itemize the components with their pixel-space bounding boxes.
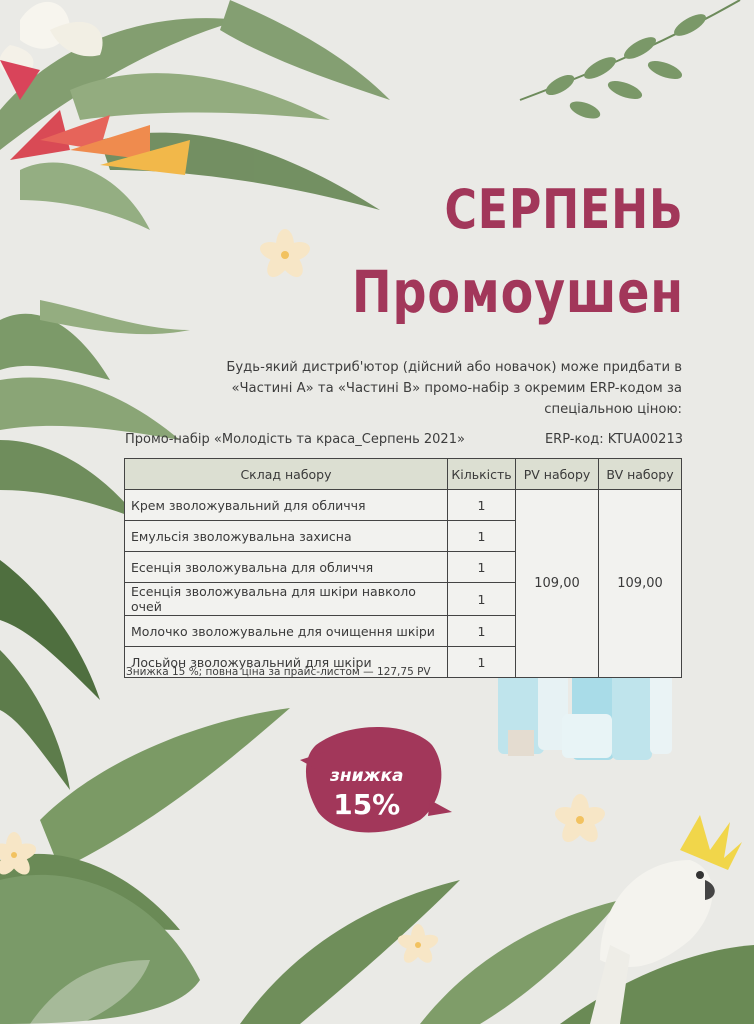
header-bv: BV набору bbox=[599, 459, 682, 490]
item-name: Молочко зволожувальне для очищення шкіри bbox=[125, 616, 448, 647]
page-title: СЕРПЕНЬ bbox=[444, 178, 684, 241]
lower-left-leaves bbox=[0, 560, 100, 790]
header-composition: Склад набору bbox=[125, 459, 448, 490]
item-name: Крем зволожувальний для обличчя bbox=[125, 490, 448, 521]
header-pv: PV набору bbox=[516, 459, 599, 490]
item-qty: 1 bbox=[448, 616, 516, 647]
item-name: Лосьйон зволожувальний для шкіри bbox=[125, 647, 448, 678]
intro-text: Будь-який дистриб'ютор (дійсний або новачок) може придбати в «Частині А» та «Частині В» промо-набір з окремим ERP-кодом за спеціальною ціною: bbox=[226, 360, 682, 417]
discount-percent: 15% bbox=[333, 788, 401, 821]
promo-name: Промо-набір «Молодість та краса_Серпень 2021» bbox=[125, 432, 465, 447]
set-composition-table bbox=[124, 458, 682, 678]
set-bv: 109,00 bbox=[599, 490, 682, 678]
promo-header bbox=[125, 432, 683, 447]
discount-note: Знижка 15 %; повна ціна за прайс-листом — 127,75 PV bbox=[126, 666, 431, 678]
item-qty: 1 bbox=[448, 521, 516, 552]
header-quantity: Кількість bbox=[448, 459, 516, 490]
item-name: Есенція зволожувальна для шкіри навколо очей bbox=[125, 583, 448, 616]
item-qty: 1 bbox=[448, 647, 516, 678]
item-name: Емульсія зволожувальна захисна bbox=[125, 521, 448, 552]
table-row bbox=[125, 490, 682, 521]
erp-code: ERP-код: KTUA00213 bbox=[544, 432, 683, 447]
top-right-fern bbox=[520, 0, 740, 122]
item-name: Есенція зволожувальна для обличчя bbox=[125, 552, 448, 583]
item-qty: 1 bbox=[448, 490, 516, 521]
set-pv: 109,00 bbox=[516, 490, 599, 678]
discount-word: знижка bbox=[330, 766, 404, 786]
item-qty: 1 bbox=[448, 583, 516, 616]
page-subtitle: Промоушен bbox=[351, 258, 684, 326]
item-qty: 1 bbox=[448, 552, 516, 583]
table-header-row bbox=[125, 459, 682, 490]
discount-badge bbox=[330, 766, 403, 821]
monstera-leaf bbox=[0, 875, 200, 1024]
